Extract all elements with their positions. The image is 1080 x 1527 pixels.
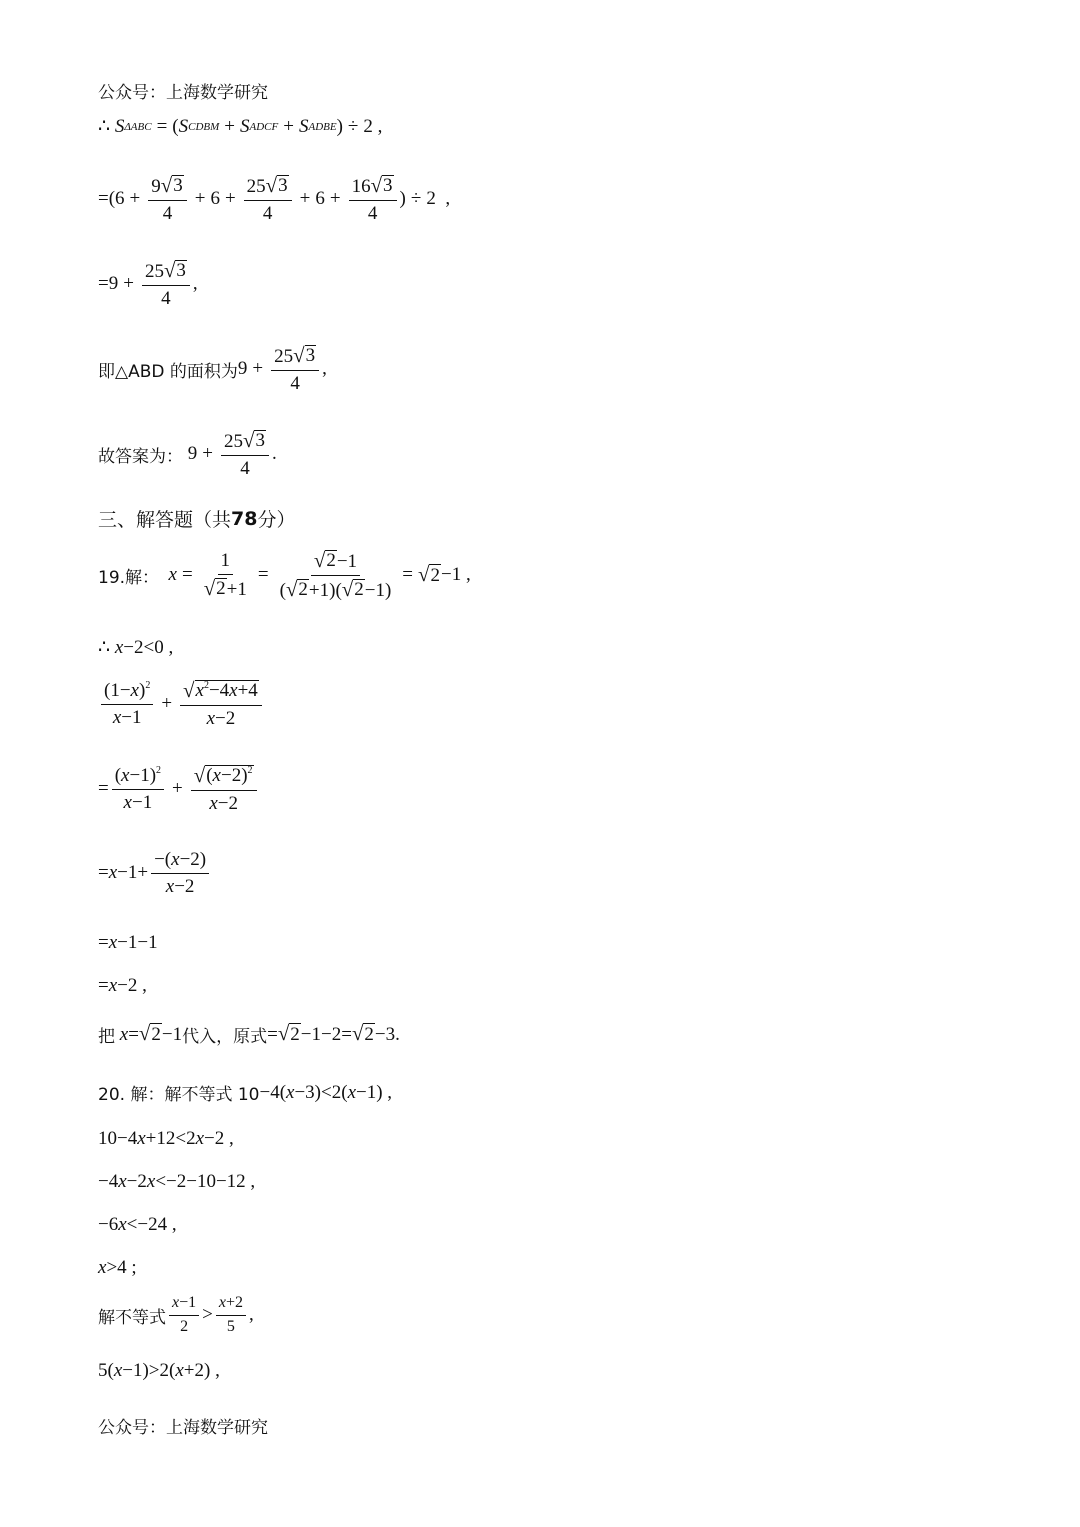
q19-substitute-line: 把 x = √ 2 −1 代入，原式 = √ 2 −1−2= √ 2 −3. (98, 1021, 400, 1047)
area-simplified-line: =9 + 25 √ 3 4 , (98, 258, 198, 309)
q20-step1-line: 10−4 x +12<2 x −2 , (98, 1128, 234, 1149)
area-expansion-line: =(6 + 9 √ 3 4 + 6 + 25 √ 3 4 + 6 + 16 √ 3 4 ) ÷ 2 , (98, 173, 451, 224)
q19-step3-line: = x −1−1 (98, 932, 158, 953)
q19-condition-line: ∴ x −2<0 , (98, 636, 174, 658)
header-watermark: 公众号：上海数学研究 (98, 83, 268, 103)
area-sum-line: ∴ S ΔABC = ( S CDBM + S ADCF + S ADBE ) ÷ 2 , (98, 115, 383, 137)
q19-expression-line: $\frac{(1-x)^2}{x-1}$ + √ $x^2-4x+4$ x−2 (98, 680, 265, 729)
q19-label: 19.解： (98, 567, 160, 588)
q19-x-value-line: 19.解： x = 1 √ 2 +1 = √ 2 −1 ( √ 2 +1)( √ 2 −1) = √ 2 −1 , (98, 548, 471, 601)
q20-step2-line: −4 x −2 x <−2−10−12 , (98, 1171, 256, 1192)
q20-step5-line: 5( x −1)>2( x +2) , (98, 1360, 220, 1381)
q19-step2-line: = x −1+ $\frac{-(x-2)}{x-2}$ (98, 850, 212, 897)
q20-first-ineq-line: 20. 解：解不等式 10 −4( x −3)<2( x −1) , (98, 1081, 393, 1105)
section-title: 三、解答题（共 78 分） (98, 507, 296, 531)
q20-label: 20. 解：解不等式 10 (98, 1085, 260, 1105)
q20-step4-line: x >4 ; (98, 1257, 137, 1278)
answer-line: 故答案为： 9 + 25 √ 3 4 . (98, 428, 277, 479)
q19-step4-line: = x −2 , (98, 975, 147, 996)
q19-step1-line: = $\frac{(x-1)^2}{x-1}$ + √ $(x-2)^2$ x−2 (98, 765, 260, 814)
area-result-line: 即△ABD 的面积为 9 + 25 √ 3 4 , (98, 343, 327, 394)
area-result-text: 即△ABD 的面积为 (98, 361, 238, 382)
footer-watermark: 公众号：上海数学研究 (98, 1418, 268, 1438)
q20-step3-line: −6 x <−24 , (98, 1214, 177, 1235)
answer-prefix: 故答案为： (98, 446, 183, 467)
q20-second-ineq-line: 解不等式 $\frac{x-1}{2}$ > $\frac{x+2}{5}$ , (98, 1294, 254, 1335)
